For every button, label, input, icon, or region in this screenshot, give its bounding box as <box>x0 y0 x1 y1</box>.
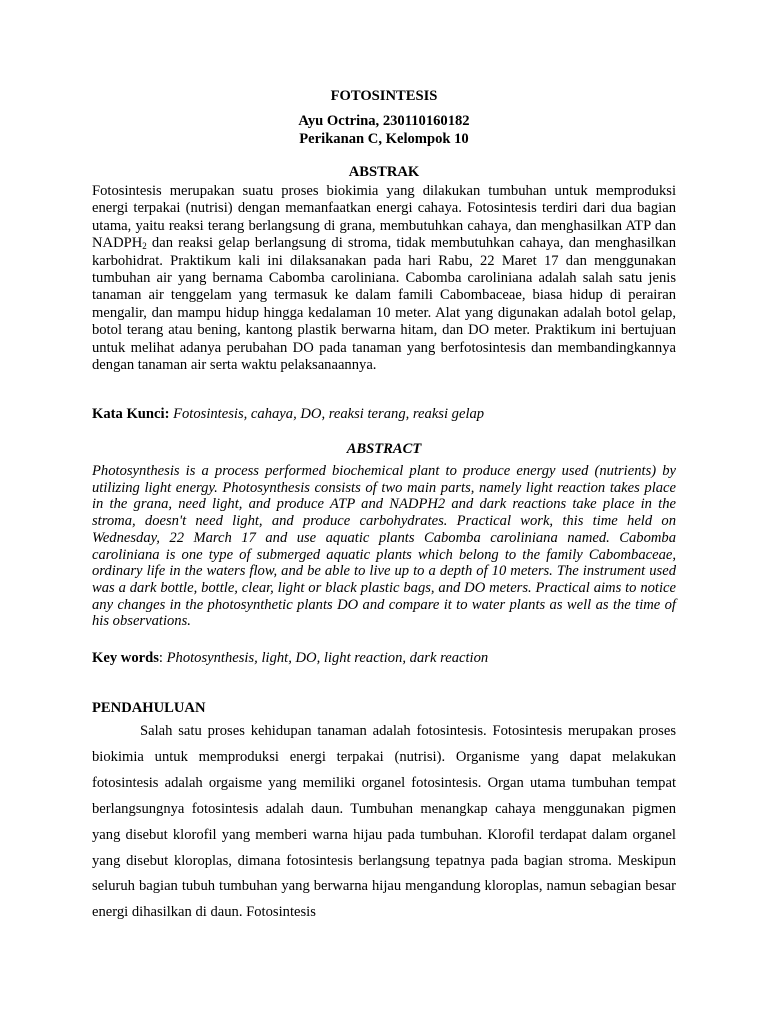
abstrak-text-part2: dan reaksi gelap berlangsung di stroma, tidak membutuhkan cahaya, dan menghasilkan karbohidrat. Praktikum kali ini dilaksanakan pada hari Rabu, 22 Maret 17 dan menggunakan tumbuhan air yang bernama Cabomba caroliniana. Cabomba caroliniana adalah salah satu jenis tanaman air tenggelam yang termasuk ke dalam famili Cabombaceae, biasa hidup di perairan mengalir, dan mampu hidup hingga kedalaman 10 meter. Alat yang digunakan adalah botol gelap, botol terang atau bening, kantong plastik berwarna hitam, dan DO meter. Praktikum ini bertujuan untuk melihat adanya perubahan DO pada tanaman yang berfotosintesis dan membandingkannya dengan tanaman air serta waktu pelaksanaannya. <box>92 235 676 374</box>
pendahuluan-body: Salah satu proses kehidupan tanaman adalah fotosintesis. Fotosintesis merupakan proses biokimia untuk memproduksi energi terpakai (nutrisi). Organisme yang dapat melakukan fotosintesis adalah orgaisme yang memiliki organel fotosintesis. Organ utama tumbuhan tempat berlangsungnya fotosintesis adalah daun. Tumbuhan menangkap cahaya menggunakan pigmen yang disebut klorofil yang memberi warna hijau pada tumbuhan. Klorofil terdapat dalam organel yang disebut kloroplas, dimana fotosintesis berlangsung tepatnya pada bagian stroma. Meskipun seluruh bagian tubuh tumbuhan yang berwarna hijau mengandung kloroplas, namun sebagian besar energi dihasilkan di daun. Fotosintesis <box>92 723 676 921</box>
author-line: Ayu Octrina, 230110160182 <box>298 113 470 129</box>
kata-kunci-label: Kata Kunci: <box>92 406 170 422</box>
key-words-label: Key words <box>92 650 159 666</box>
key-words-line <box>92 650 676 667</box>
pendahuluan-heading: PENDAHULUAN <box>92 700 206 716</box>
paper-title: FOTOSINTESIS <box>330 88 438 104</box>
key-words-sep: : <box>158 650 163 666</box>
abstract-heading: ABSTRACT <box>346 441 422 457</box>
abstract-body: Photosynthesis is a process performed biochemical plant to produce energy used (nutrients) by utilizing light energy. Photosynthesis consists of two main parts, namely light reaction takes place in the grana, need light, and produce ATP and NADPH2 and dark reactions take place in the stroma, doesn't need light, and produce carbohydrates. Practical work, this time held on Wednesday, 22 March 17 and use aquatic plants Cabomba caroliniana named. Cabomba caroliniana is one type of submerged aquatic plants which belong to the family Cabombaceae, ordinary life in the waters flow, and be able to live up to a depth of 10 meters. The instrument used was a dark bottle, bottle, clear, light or black plastic bags, and DO meters. Practical aims to notice any changes in the photosynthetic plants DO and compare it to water plants as well as the time of his observations. <box>92 463 676 630</box>
key-words-values: Photosynthesis, light, DO, light reaction, dark reaction <box>162 650 489 666</box>
abstrak-text-part1: Fotosintesis merupakan suatu proses biokimia yang dilakukan tumbuhan untuk memproduksi energi terpakai (nutrisi) dengan memanfaatkan energi cahaya. Fotosintesis terdiri dari dua bagian utama, yaitu reaksi terang berlangsung di grana, membutuhkan cahaya, dan menghasilkan ATP dan NADPH <box>92 183 676 252</box>
kata-kunci-values: Fotosintesis, cahaya, DO, reaksi terang, reaksi gelap <box>169 406 485 422</box>
affiliation-line: Perikanan C, Kelompok 10 <box>299 131 469 147</box>
kata-kunci-line <box>92 406 676 423</box>
abstrak-subscript: 2 <box>142 241 147 252</box>
abstrak-heading: ABSTRAK <box>348 164 420 180</box>
abstrak-body <box>92 183 676 374</box>
